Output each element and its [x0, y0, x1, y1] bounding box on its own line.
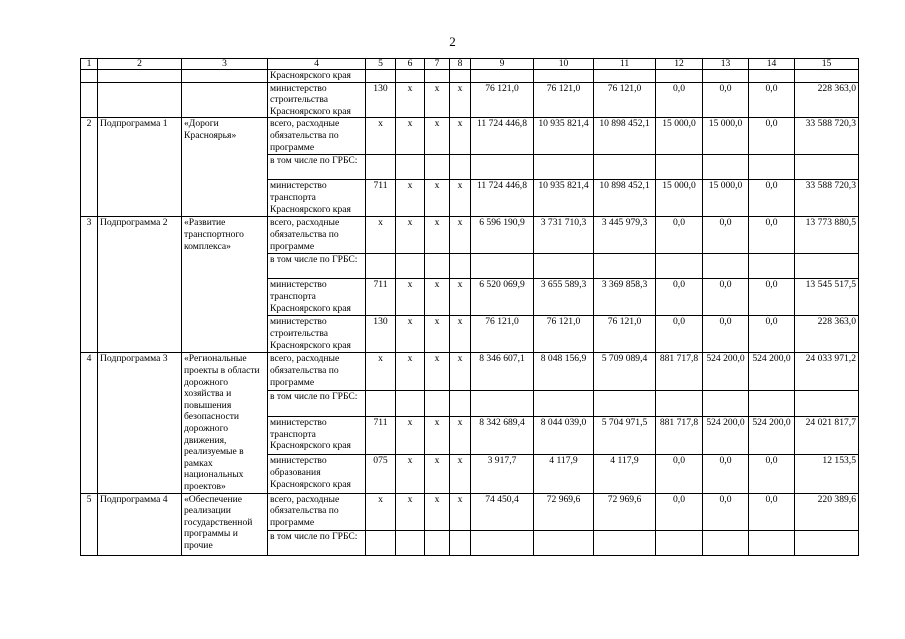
column-number: 2 [98, 59, 182, 70]
value-cell [594, 530, 656, 555]
value-cell [594, 254, 656, 279]
value-cell: 228 363,0 [795, 316, 859, 353]
value-cell: 15 000,0 [656, 180, 703, 217]
value-cell: 3 655 589,3 [534, 279, 594, 316]
value-cell [656, 155, 703, 180]
value-cell: x [396, 316, 425, 353]
value-cell: x [396, 180, 425, 217]
value-cell: 075 [366, 455, 396, 493]
value-cell [450, 530, 471, 555]
name-cell: «Обеспечение реализации государственной программы и прочие [182, 493, 268, 555]
value-cell: 0,0 [703, 217, 749, 254]
executor-cell: в том числе по ГРБС: [268, 254, 366, 279]
value-cell [366, 155, 396, 180]
value-cell [425, 70, 450, 83]
executor-cell: министерство строительства Красноярского края [268, 82, 366, 118]
value-cell: 10 935 821,4 [534, 118, 594, 155]
value-cell: 0,0 [703, 82, 749, 118]
value-cell: x [450, 118, 471, 155]
value-cell: x [450, 455, 471, 493]
column-number: 14 [749, 59, 795, 70]
value-cell [703, 530, 749, 555]
column-number: 10 [534, 59, 594, 70]
value-cell: 33 588 720,3 [795, 180, 859, 217]
executor-cell: в том числе по ГРБС: [268, 530, 366, 555]
value-cell: 76 121,0 [594, 82, 656, 118]
executor-cell: министерство транспорта Красноярского края [268, 279, 366, 316]
value-cell: 72 969,6 [534, 493, 594, 530]
value-cell: x [425, 316, 450, 353]
value-cell [425, 391, 450, 417]
page-number: 2 [449, 34, 456, 49]
executor-cell: Красноярского края [268, 70, 366, 83]
value-cell: x [396, 279, 425, 316]
value-cell: 8 342 689,4 [471, 417, 534, 455]
value-cell: 881 717,8 [656, 353, 703, 391]
column-number: 15 [795, 59, 859, 70]
value-cell: 76 121,0 [534, 82, 594, 118]
value-cell: 24 021 817,7 [795, 417, 859, 455]
column-number: 11 [594, 59, 656, 70]
value-cell: 11 724 446,8 [471, 118, 534, 155]
value-cell: x [396, 82, 425, 118]
value-cell: x [425, 118, 450, 155]
executor-cell: министерство транспорта Красноярского края [268, 180, 366, 217]
executor-cell: всего, расходные обязательства по программе [268, 493, 366, 530]
executor-cell: в том числе по ГРБС: [268, 391, 366, 417]
value-cell: 5 704 971,5 [594, 417, 656, 455]
value-cell [594, 391, 656, 417]
value-cell [703, 391, 749, 417]
value-cell [450, 155, 471, 180]
value-cell: 76 121,0 [594, 316, 656, 353]
value-cell: 524 200,0 [703, 417, 749, 455]
executor-cell: всего, расходные обязательства по программе [268, 217, 366, 254]
value-cell: 10 898 452,1 [594, 118, 656, 155]
column-number: 7 [425, 59, 450, 70]
value-cell [749, 391, 795, 417]
column-number: 12 [656, 59, 703, 70]
status-cell: Подпрограмма 2 [98, 217, 182, 353]
value-cell [703, 155, 749, 180]
value-cell [703, 254, 749, 279]
value-cell: 3 731 710,3 [534, 217, 594, 254]
value-cell [594, 155, 656, 180]
number-cell: 5 [81, 493, 98, 555]
value-cell [534, 155, 594, 180]
value-cell: 8 346 607,1 [471, 353, 534, 391]
column-number: 8 [450, 59, 471, 70]
value-cell: x [450, 82, 471, 118]
value-cell: 0,0 [749, 493, 795, 530]
value-cell [795, 70, 859, 83]
value-cell [366, 70, 396, 83]
value-cell: 10 898 452,1 [594, 180, 656, 217]
value-cell [396, 530, 425, 555]
column-number-row [81, 59, 859, 70]
value-cell: x [396, 493, 425, 530]
value-cell: 12 153,5 [795, 455, 859, 493]
value-cell: 6 596 190,9 [471, 217, 534, 254]
value-cell: x [450, 493, 471, 530]
value-cell [471, 70, 534, 83]
value-cell [366, 530, 396, 555]
value-cell: 524 200,0 [749, 353, 795, 391]
value-cell: 4 117,9 [534, 455, 594, 493]
status-cell: Подпрограмма 1 [98, 118, 182, 217]
value-cell: x [366, 353, 396, 391]
value-cell [703, 70, 749, 83]
value-cell: 0,0 [656, 493, 703, 530]
value-cell: 711 [366, 417, 396, 455]
value-cell [425, 254, 450, 279]
value-cell [749, 155, 795, 180]
value-cell [749, 254, 795, 279]
value-cell: 0,0 [749, 455, 795, 493]
number-cell [81, 70, 98, 83]
column-number: 13 [703, 59, 749, 70]
value-cell: 11 724 446,8 [471, 180, 534, 217]
value-cell: 220 389,6 [795, 493, 859, 530]
value-cell [396, 155, 425, 180]
executor-cell: всего, расходные обязательства по программе [268, 353, 366, 391]
column-number: 6 [396, 59, 425, 70]
status-cell: Подпрограмма 4 [98, 493, 182, 555]
table-row [81, 493, 859, 530]
value-cell: 74 450,4 [471, 493, 534, 530]
value-cell [656, 254, 703, 279]
value-cell [534, 254, 594, 279]
value-cell: 0,0 [703, 455, 749, 493]
value-cell: x [425, 279, 450, 316]
name-cell: «Региональные проекты в области дорожного хозяйства и повышения безопасности дорожного движения, реализуемые в рамках национальных проектов» [182, 353, 268, 493]
value-cell [471, 155, 534, 180]
name-cell: «Дороги Красноярья» [182, 118, 268, 217]
value-cell: x [450, 353, 471, 391]
value-cell [471, 391, 534, 417]
value-cell: 15 000,0 [703, 118, 749, 155]
name-cell [182, 82, 268, 118]
value-cell: x [425, 217, 450, 254]
executor-cell: министерство строительства Красноярского края [268, 316, 366, 353]
value-cell: 5 709 089,4 [594, 353, 656, 391]
value-cell: 76 121,0 [471, 82, 534, 118]
value-cell: 0,0 [703, 316, 749, 353]
status-cell: Подпрограмма 3 [98, 353, 182, 493]
value-cell: 13 773 880,5 [795, 217, 859, 254]
value-cell: 24 033 971,2 [795, 353, 859, 391]
value-cell [471, 254, 534, 279]
value-cell: 130 [366, 82, 396, 118]
value-cell: 0,0 [749, 118, 795, 155]
value-cell: 13 545 517,5 [795, 279, 859, 316]
value-cell: 33 588 720,3 [795, 118, 859, 155]
value-cell: 72 969,6 [594, 493, 656, 530]
budget-table [80, 58, 859, 556]
number-cell: 4 [81, 353, 98, 493]
value-cell: 0,0 [749, 82, 795, 118]
table-row [81, 118, 859, 155]
value-cell [366, 254, 396, 279]
value-cell [795, 254, 859, 279]
value-cell [450, 254, 471, 279]
value-cell: x [396, 353, 425, 391]
value-cell [795, 530, 859, 555]
value-cell [450, 391, 471, 417]
value-cell: 3 445 979,3 [594, 217, 656, 254]
value-cell: 8 048 156,9 [534, 353, 594, 391]
column-number: 3 [182, 59, 268, 70]
table-row [81, 353, 859, 391]
value-cell [471, 530, 534, 555]
value-cell: x [450, 279, 471, 316]
value-cell: x [425, 82, 450, 118]
value-cell [396, 254, 425, 279]
value-cell: 0,0 [656, 82, 703, 118]
executor-cell: всего, расходные обязательства по программе [268, 118, 366, 155]
value-cell [396, 391, 425, 417]
value-cell: x [425, 417, 450, 455]
value-cell: 0,0 [703, 279, 749, 316]
value-cell: x [366, 217, 396, 254]
value-cell [594, 70, 656, 83]
executor-cell: в том числе по ГРБС: [268, 155, 366, 180]
value-cell: 0,0 [749, 217, 795, 254]
status-cell [98, 82, 182, 118]
column-number: 1 [81, 59, 98, 70]
value-cell [425, 530, 450, 555]
value-cell: 8 044 039,0 [534, 417, 594, 455]
value-cell: x [366, 118, 396, 155]
value-cell: x [425, 353, 450, 391]
value-cell: 10 935 821,4 [534, 180, 594, 217]
value-cell: 6 520 069,9 [471, 279, 534, 316]
value-cell: x [396, 417, 425, 455]
executor-cell: министерство образования Красноярского края [268, 455, 366, 493]
value-cell [534, 530, 594, 555]
value-cell: 0,0 [656, 455, 703, 493]
value-cell: 4 117,9 [594, 455, 656, 493]
number-cell: 3 [81, 217, 98, 353]
value-cell: 0,0 [749, 316, 795, 353]
name-cell: «Развитие транспортного комплекса» [182, 217, 268, 353]
value-cell: 0,0 [656, 279, 703, 316]
value-cell [749, 70, 795, 83]
name-cell [182, 70, 268, 83]
value-cell: 3 917,7 [471, 455, 534, 493]
value-cell: 15 000,0 [656, 118, 703, 155]
table-row [81, 70, 859, 83]
value-cell: 711 [366, 279, 396, 316]
value-cell: x [396, 217, 425, 254]
value-cell [450, 70, 471, 83]
value-cell: x [425, 455, 450, 493]
value-cell [366, 391, 396, 417]
value-cell: 76 121,0 [534, 316, 594, 353]
value-cell: x [425, 493, 450, 530]
value-cell: 0,0 [703, 493, 749, 530]
table-row [81, 82, 859, 118]
value-cell [534, 391, 594, 417]
value-cell: 76 121,0 [471, 316, 534, 353]
status-cell [98, 70, 182, 83]
value-cell: 524 200,0 [703, 353, 749, 391]
value-cell: 15 000,0 [703, 180, 749, 217]
value-cell [656, 70, 703, 83]
value-cell: x [450, 180, 471, 217]
value-cell [656, 530, 703, 555]
column-number: 9 [471, 59, 534, 70]
value-cell: x [450, 316, 471, 353]
value-cell: 0,0 [656, 217, 703, 254]
value-cell: x [425, 180, 450, 217]
value-cell: 711 [366, 180, 396, 217]
value-cell: 0,0 [656, 316, 703, 353]
number-cell: 2 [81, 118, 98, 217]
value-cell: x [396, 118, 425, 155]
value-cell: 524 200,0 [749, 417, 795, 455]
value-cell: x [396, 455, 425, 493]
value-cell [795, 155, 859, 180]
column-number: 5 [366, 59, 396, 70]
executor-cell: министерство транспорта Красноярского края [268, 417, 366, 455]
value-cell: 0,0 [749, 180, 795, 217]
value-cell: x [450, 217, 471, 254]
value-cell [795, 391, 859, 417]
value-cell [749, 530, 795, 555]
value-cell [396, 70, 425, 83]
column-number: 4 [268, 59, 366, 70]
value-cell [534, 70, 594, 83]
value-cell: 881 717,8 [656, 417, 703, 455]
value-cell: 0,0 [749, 279, 795, 316]
number-cell [81, 82, 98, 118]
value-cell [425, 155, 450, 180]
value-cell: x [450, 417, 471, 455]
value-cell: 3 369 858,3 [594, 279, 656, 316]
value-cell: 228 363,0 [795, 82, 859, 118]
table-row [81, 217, 859, 254]
value-cell: x [366, 493, 396, 530]
value-cell: 130 [366, 316, 396, 353]
value-cell [656, 391, 703, 417]
